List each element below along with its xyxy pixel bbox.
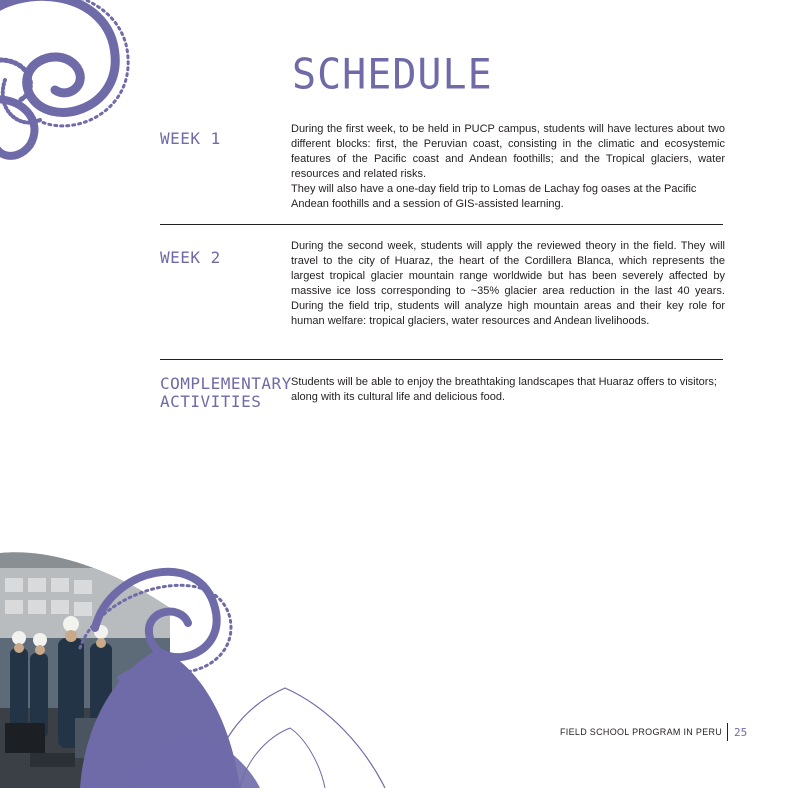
page-title: SCHEDULE xyxy=(292,50,493,100)
section-divider xyxy=(160,359,723,360)
section-text xyxy=(291,122,725,212)
section-divider xyxy=(160,224,723,225)
spiral-ornament-top xyxy=(0,0,140,160)
section-paragraph: During the first week, to be held in PUCP campus, students will have lectures about two different blocks: first, the Peruvian coast, consisting in the climatic and ecosystemic features of the Pacific coast and Andean foothills; and the Tropical glaciers, water resources and related risks. xyxy=(291,123,725,180)
section-paragraph: During the second week, students will apply the reviewed theory in the field. They will travel to the city of Huaraz, the heart of the Cordillera Blanca, which represents the largest tropical glacier mountain range worldwide but has been severely affected by massive ice loss corresponding to ~35% glacier area reduction in the last 40 years. During the field trip, students will analyze high mountain areas and their key role for human welfare: tropical glaciers, water resources and Andean livelihoods. xyxy=(291,240,725,327)
section-label-line: COMPLEMENTARY xyxy=(160,374,292,393)
section-paragraph: They will also have a one-day field trip to Lomas de Lachay fog oases at the Pacific Andean foothills and a session of GIS-assisted learning. xyxy=(291,183,697,210)
section-label: WEEK 1 xyxy=(160,129,221,148)
page-number: 25 xyxy=(734,726,748,739)
footer-separator xyxy=(727,723,728,741)
section-label xyxy=(160,374,292,411)
section-paragraph: Students will be able to enjoy the breathtaking landscapes that Huaraz offers to visitors; along with its cultural life and delicious food. xyxy=(291,376,717,403)
section-text xyxy=(291,375,725,405)
section-label: WEEK 2 xyxy=(160,248,221,267)
spiral-ornament-bottom xyxy=(0,548,400,788)
section-text xyxy=(291,239,725,329)
footer-program-name: FIELD SCHOOL PROGRAM IN PERU xyxy=(560,727,723,737)
section-label-line: ACTIVITIES xyxy=(160,392,262,411)
